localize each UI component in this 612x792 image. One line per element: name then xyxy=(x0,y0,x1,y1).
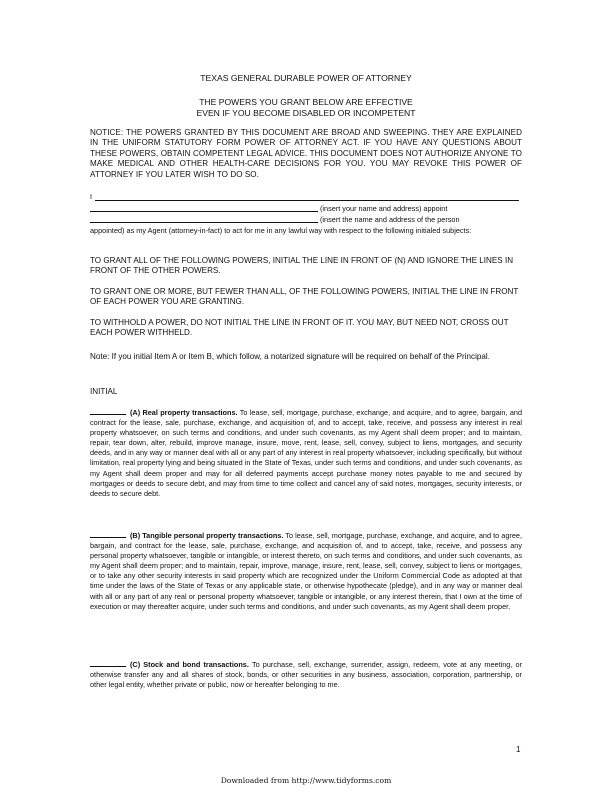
instruction-withhold: TO WITHHOLD A POWER, DO NOT INITIAL THE LINE IN FRONT OF IT. YOU MAY, BUT NEED NOT, CROSS OUT EACH POWER WITHHELD. xyxy=(90,318,509,338)
power-text-a: To lease, sell, mortgage, purchase, exchange, and acquire, and to agree, bargain, and contract for the lease, sale, purchase, exchange, and acquisition of, and to accept, take, receive, and possess any interest in real property whatsoever, on such terms and conditions, and under such covenants, as my Agent shall deem proper; and to maintain, repair, tear down, alter, rebuild, improve manage, insure, move, rent, lease, sell, convey, subject to liens, mortgages, and security deeds, and in any way or manner deal with all or any part of any interest in real property whatsoever, including specifically, but without limitation, real property lying and being situated in the State of Texas, under such terms and conditions, and under such covenants, as my Agent shall deem proper and may for all deferred payments accept purchase money notes payable to me and secured by mortgages or deeds to secure debt, and may from time to time collect and cancel any of said notes, mortgages, security interests, or deeds to secure debt. xyxy=(90,408,523,498)
power-text-c: To purchase, sell, exchange, surrender, assign, redeem, vote at any meeting, or otherwise transfer any and all shares of stock, bonds, or other securities in any business, association, corporation, partnership, or other legal entity, whether private or public, now or hereafter belonging to me. xyxy=(90,660,523,690)
principal-name-field-1[interactable] xyxy=(95,200,519,201)
page-number: 1 xyxy=(516,745,521,754)
initial-field-a[interactable] xyxy=(90,407,126,415)
notarization-note: Note: If you initial Item A or Item B, which follow, a notarized signature will be required on behalf of the Principal. xyxy=(90,352,490,361)
power-item-b xyxy=(90,530,522,612)
subtitle-line-2: EVEN IF YOU BECOME DISABLED OR INCOMPETENT xyxy=(196,107,416,118)
agent-label: (insert the name and address of the person xyxy=(320,215,460,224)
document-title: TEXAS GENERAL DURABLE POWER OF ATTORNEY xyxy=(200,73,412,83)
power-item-a xyxy=(90,407,522,499)
power-text-b: To lease, sell, mortgage, purchase, exchange, and acquire, and to agree, bargain, and contract for the lease, sale, purchase, exchange, and acquisition of, and to accept, take, receive, and possess any personal property whatsoever, tangible or intangible, or interest thereto, on such terms and conditions, and under such covenants, as my Agent shall deem proper; and to maintain, repair, improve, manage, insure, rent, lease, sell, convey, subject to liens or mortgages, or to take any other security interests in said property which are recognized under the Uniform Commercial Code as adopted at that time under the laws of the State of Texas or any applicable state, or otherwise hypothecate (pledge), and in any way or manner deal with all or any part of any real or personal property whatsoever, tangible or intangible, or any interest therein, that I own at the time of execution or may thereafter acquire, under such terms and conditions, and under such covenants, as my Agent shall deem proper. xyxy=(90,531,522,611)
document-subtitle xyxy=(90,97,522,118)
principal-label: (insert your name and address) appoint xyxy=(320,204,448,213)
agent-name-field[interactable] xyxy=(90,222,318,223)
power-item-c xyxy=(90,659,522,690)
appointment-continuation: appointed) as my Agent (attorney-in-fact) to act for me in any lawful way with respect to the following initialed subjects: xyxy=(90,226,472,235)
appointment-prefix: I xyxy=(90,192,93,201)
power-heading-b: (B) Tangible personal property transactions. xyxy=(130,531,284,540)
agent-line xyxy=(90,214,522,225)
initial-field-b[interactable] xyxy=(90,530,126,538)
notice-paragraph: NOTICE: THE POWERS GRANTED BY THIS DOCUMENT ARE BROAD AND SWEEPING. THEY ARE EXPLAINED IN THE UNIFORM STATUTORY FORM POWER OF ATTORNEY ACT. IF YOU HAVE ANY QUESTIONS ABOUT THESE POWERS, OBTAIN COMPETENT LEGAL ADVICE. THIS DOCUMENT DOES NOT AUTHORIZE ANYONE TO MAKE MEDICAL AND OTHER HEALTH-CARE DECISIONS FOR YOU. YOU MAY REVOKE THIS POWER OF ATTORNEY IF YOU LATER WISH TO DO SO. xyxy=(90,128,522,179)
initial-label: INITIAL xyxy=(90,387,118,396)
download-footer: Downloaded from http://www.tidyforms.com xyxy=(220,776,392,785)
principal-line-1 xyxy=(90,192,522,203)
subtitle-line-1: THE POWERS YOU GRANT BELOW ARE EFFECTIVE xyxy=(199,97,413,107)
instruction-grant-all: TO GRANT ALL OF THE FOLLOWING POWERS, INITIAL THE LINE IN FRONT OF (N) AND IGNORE THE LINES IN FRONT OF THE OTHER POWERS. xyxy=(90,256,514,276)
principal-line-2 xyxy=(90,203,522,214)
initial-field-c[interactable] xyxy=(90,659,126,667)
instruction-grant-some: TO GRANT ONE OR MORE, BUT FEWER THAN ALL, OF THE FOLLOWING POWERS, INITIAL THE LINE IN FRONT OF EACH POWER YOU ARE GRANTING. xyxy=(90,287,519,307)
power-heading-c: (C) Stock and bond transactions. xyxy=(130,660,249,669)
power-heading-a: (A) Real property transactions. xyxy=(130,408,238,417)
principal-name-field-2[interactable] xyxy=(90,211,318,212)
